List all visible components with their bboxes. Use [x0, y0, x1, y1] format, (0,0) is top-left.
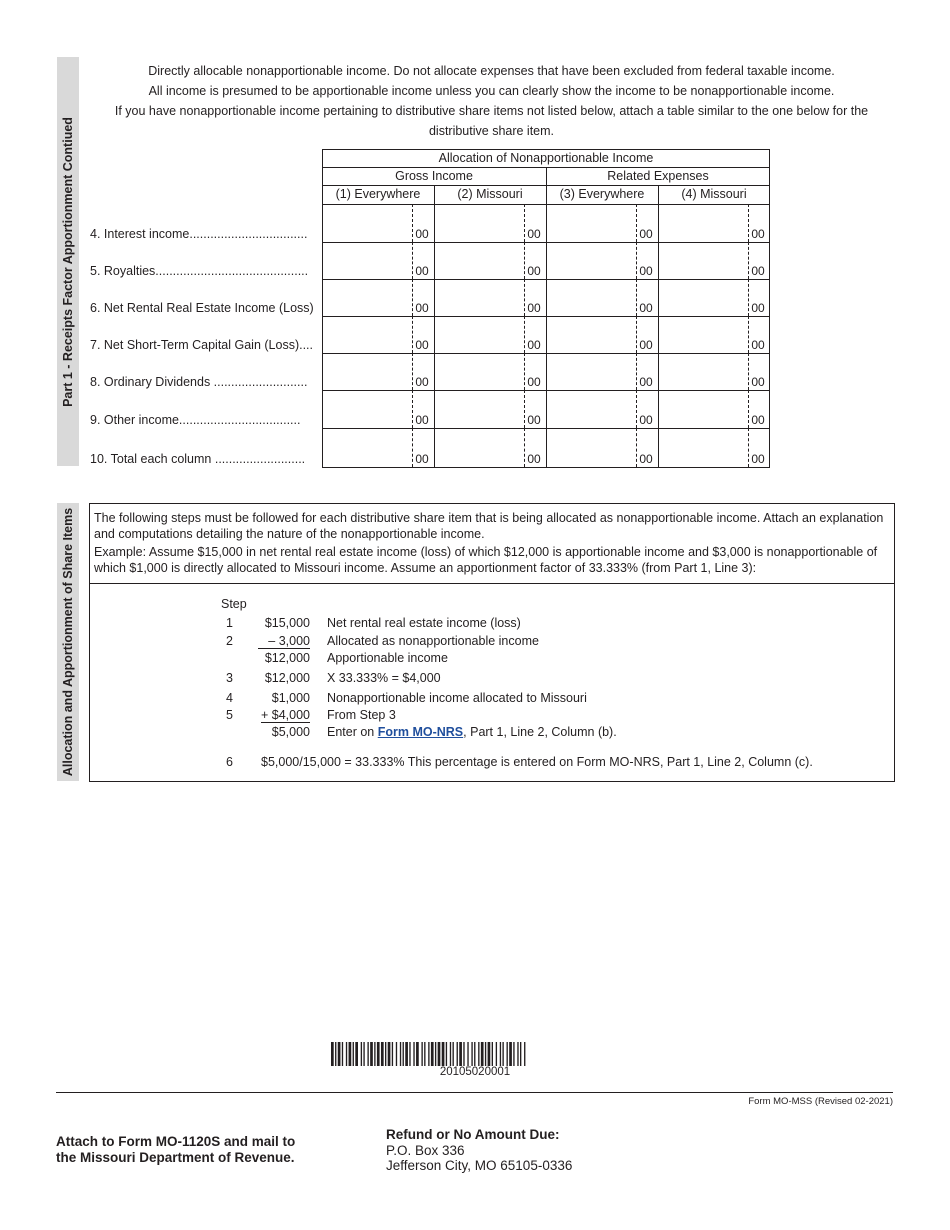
- amount-entry-cell[interactable]: [435, 391, 523, 427]
- cents-label: 00: [527, 413, 541, 427]
- row-label: 4. Interest income..................................: [90, 227, 308, 241]
- amount-entry-cell[interactable]: [659, 354, 747, 389]
- step-description: Apportionable income: [327, 651, 448, 665]
- form-mo-nrs-link[interactable]: Form MO-NRS: [377, 725, 464, 739]
- cents-label: 00: [751, 413, 765, 427]
- refund-title: Refund or No Amount Due:: [386, 1127, 560, 1142]
- amount-entry-cell[interactable]: [435, 243, 523, 278]
- enter-on-suffix: , Part 1, Line 2, Column (b).: [463, 725, 617, 739]
- step-amount: $12,000: [264, 671, 310, 685]
- cents-label: 00: [415, 413, 429, 427]
- cents-label: 00: [751, 301, 765, 315]
- amount-entry-cell[interactable]: [435, 280, 523, 315]
- step-description: Net rental real estate income (loss): [327, 616, 521, 630]
- cents-label: 00: [751, 338, 765, 352]
- cents-label: 00: [415, 338, 429, 352]
- amount-entry-cell[interactable]: [659, 243, 747, 278]
- cents-label: 00: [751, 375, 765, 389]
- cents-label: 00: [415, 301, 429, 315]
- row-label: 6. Net Rental Real Estate Income (Loss): [90, 301, 314, 315]
- amount-entry-cell[interactable]: [547, 429, 635, 466]
- amount-entry-cell[interactable]: [659, 317, 747, 352]
- example-paragraph: Example: Assume $15,000 in net rental real estate income (loss) of which $12,000 is apportionable income and $3,000 is nonapportionable of which $1,000 is directly allocated to Missouri income. Assume an apportionment factor of 33.333% (from Part 1, Line 3):: [94, 545, 878, 575]
- column-header: (2) Missouri: [457, 187, 523, 201]
- amount-entry-cell[interactable]: [547, 391, 635, 427]
- step-number: 6: [226, 755, 233, 769]
- address-line: Jefferson City, MO 65105-0336: [386, 1158, 573, 1173]
- amount-entry-cell[interactable]: [659, 205, 747, 241]
- amount-entry-cell[interactable]: [323, 429, 411, 466]
- cents-label: 00: [415, 452, 429, 466]
- row-label: 7. Net Short-Term Capital Gain (Loss)....: [90, 338, 313, 352]
- barcode-number: 20105020001: [439, 1066, 511, 1078]
- amount-entry-cell[interactable]: [547, 243, 635, 278]
- cents-label: 00: [527, 227, 541, 241]
- intro-text: [90, 61, 893, 141]
- allocation-steps-box: [89, 503, 895, 782]
- cents-label: 00: [639, 413, 653, 427]
- amount-entry-cell[interactable]: [659, 391, 747, 427]
- cents-label: 00: [639, 452, 653, 466]
- amount-entry-cell[interactable]: [435, 205, 523, 241]
- cents-label: 00: [527, 338, 541, 352]
- amount-entry-cell[interactable]: [547, 317, 635, 352]
- footer-divider: [56, 1092, 893, 1093]
- column-header: (4) Missouri: [681, 187, 747, 201]
- cents-label: 00: [527, 301, 541, 315]
- step-number: 3: [226, 671, 233, 685]
- cents-label: 00: [639, 338, 653, 352]
- barcode: [331, 1042, 619, 1066]
- row-label: 10. Total each column ..........................: [90, 452, 306, 466]
- amount-entry-cell[interactable]: [659, 280, 747, 315]
- part1-sidebar: [57, 57, 79, 466]
- step-amount: $1,000: [271, 691, 310, 705]
- attach-line: the Missouri Department of Revenue.: [56, 1150, 295, 1165]
- amount-entry-cell[interactable]: [323, 280, 411, 315]
- intro-line: If you have nonapportionable income pertaining to distributive share items not listed below, attach a table similar to the one below for the: [114, 104, 869, 118]
- amount-entry-cell[interactable]: [547, 205, 635, 241]
- amount-entry-cell[interactable]: [323, 391, 411, 427]
- amount-entry-cell[interactable]: [659, 429, 747, 466]
- instructions-paragraph: The following steps must be followed for each distributive share item that is being allocated as nonapportionable income. Attach an explanation and computations detailing the nature of the nonapportionable income.: [94, 511, 884, 541]
- step-header: Step: [221, 597, 247, 611]
- step-number: 4: [226, 691, 233, 705]
- cents-label: 00: [639, 264, 653, 278]
- group-header-related-expenses: Related Expenses: [607, 169, 709, 183]
- cents-label: 00: [639, 375, 653, 389]
- amount-entry-cell[interactable]: [323, 317, 411, 352]
- amount-entry-cell[interactable]: [323, 243, 411, 278]
- refund-address: [386, 1127, 572, 1174]
- cents-label: 00: [415, 264, 429, 278]
- amount-entry-cell[interactable]: [435, 429, 523, 466]
- step-description: From Step 3: [327, 708, 396, 722]
- column-header: (3) Everywhere: [559, 187, 645, 201]
- step-description: [327, 725, 617, 739]
- amount-entry-cell[interactable]: [547, 280, 635, 315]
- group-header-gross-income: Gross Income: [395, 169, 473, 183]
- table-title: Allocation of Nonapportionable Income: [438, 151, 654, 165]
- intro-line: Directly allocable nonapportionable income. Do not allocate expenses that have been excluded from federal taxable income.: [148, 64, 835, 78]
- step-amount: $12,000: [264, 651, 310, 665]
- step-number: 2: [226, 634, 233, 648]
- intro-line: All income is presumed to be apportionable income unless you can clearly show the income to be nonapportionable income.: [148, 84, 835, 98]
- row-label: 8. Ordinary Dividends ...........................: [90, 375, 308, 389]
- cents-label: 00: [527, 375, 541, 389]
- row-label: 5. Royalties............................................: [90, 264, 309, 278]
- address-line: P.O. Box 336: [386, 1142, 465, 1158]
- step-amount: + $4,000: [260, 708, 310, 722]
- step-amount: $15,000: [264, 616, 310, 630]
- cents-label: 00: [527, 264, 541, 278]
- part2-sidebar: [57, 503, 79, 781]
- form-id: Form MO-MSS (Revised 02-2021): [748, 1096, 893, 1107]
- amount-entry-cell[interactable]: [323, 354, 411, 389]
- step-description: Nonapportionable income allocated to Missouri: [327, 691, 587, 705]
- step-description: Allocated as nonapportionable income: [327, 634, 539, 648]
- intro-line: distributive share item.: [428, 124, 555, 138]
- step-number: 1: [226, 616, 233, 630]
- attach-instructions: [56, 1134, 295, 1166]
- cents-label: 00: [639, 227, 653, 241]
- cents-label: 00: [751, 452, 765, 466]
- amount-entry-cell[interactable]: [435, 354, 523, 389]
- part1-sidebar-label: Part 1 - Receipts Factor Apportionment Contiued: [61, 116, 75, 407]
- amount-entry-cell[interactable]: [435, 317, 523, 352]
- cents-label: 00: [415, 375, 429, 389]
- row-label: 9. Other income...................................: [90, 413, 301, 427]
- amount-entry-cell[interactable]: [323, 205, 411, 241]
- step-amount: $5,000: [271, 725, 310, 739]
- cents-label: 00: [415, 227, 429, 241]
- step-description: X 33.333% = $4,000: [327, 671, 441, 685]
- amount-entry-cell[interactable]: [547, 354, 635, 389]
- cents-label: 00: [527, 452, 541, 466]
- column-header: (1) Everywhere: [335, 187, 421, 201]
- cents-label: 00: [639, 301, 653, 315]
- attach-line: Attach to Form MO-1120S and mail to: [56, 1134, 296, 1149]
- step-description: $5,000/15,000 = 33.333% This percentage is entered on Form MO-NRS, Part 1, Line 2, Column (c).: [261, 755, 813, 769]
- enter-on-text: Enter on: [327, 725, 378, 739]
- part2-sidebar-label: Allocation and Apportionment of Share Items: [61, 507, 75, 777]
- step-amount: – 3,000: [258, 634, 310, 649]
- step-number: 5: [226, 708, 233, 722]
- cents-label: 00: [751, 264, 765, 278]
- cents-label: 00: [751, 227, 765, 241]
